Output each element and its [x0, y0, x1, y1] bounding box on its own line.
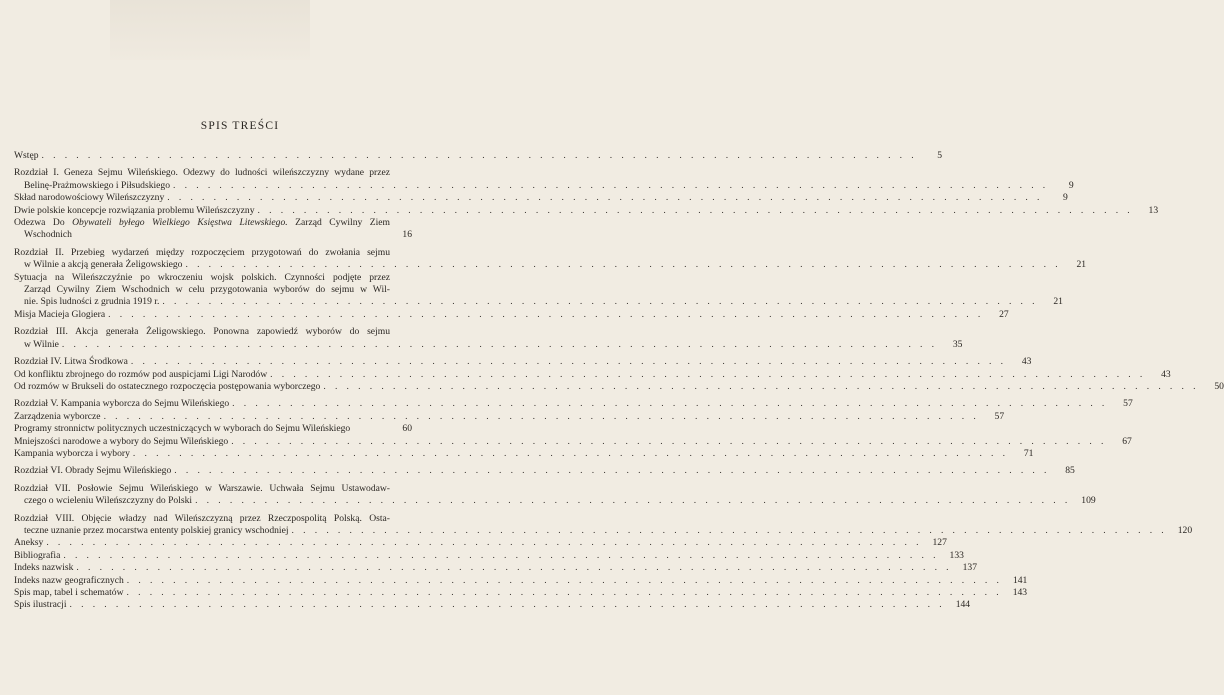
entry-title: Bibliografia	[14, 549, 61, 561]
page-number: 9	[1063, 192, 1068, 204]
toc-entry-chapter-6	[14, 465, 1075, 477]
page-number: 16	[402, 229, 412, 241]
page-number: 27	[999, 308, 1009, 320]
dot-leader: . . . . . . . . . . . . . . . . . . . . . . . . . . . . . . . . . . . . . . . . . . . . . . . . . . . . . . . . . . . . . . . . . . . . . . . . . . . .	[130, 356, 1007, 368]
entry-title: Spis ilustracji	[14, 599, 67, 611]
entry-title: Dwie polskie koncepcje rozwiązania problemu Wileńszczyzny	[14, 204, 255, 216]
entry-title-line: Rozdział I. Geneza Sejmu Wileńskiego. Odezwy do ludności wileńszczyzny wydane przez	[14, 167, 390, 179]
entry-title-line: Rozdział III. Akcja generała Żeligowskiego. Ponowna zapowiedź wyborów do sejmu	[14, 326, 390, 338]
entry-title: Skład narodowościowy Wileńszczyzny	[14, 192, 165, 204]
entry-title: Wstęp	[14, 150, 39, 161]
entry-title-line: w Wilnie a akcją generała Żeligowskiego	[24, 259, 183, 271]
entry-title: Rozdział V. Kampania wyborcza do Sejmu Wileńskiego	[14, 398, 230, 410]
toc-entry-bibliografia	[14, 549, 964, 562]
toc-entry-zarzadzenia	[14, 410, 1005, 423]
italic-title: Obywateli byłego Wielkiego Księstwa Litewskiego.	[72, 217, 288, 229]
toc-entry-sytuacja	[14, 271, 1063, 309]
toc-entry-kampania	[14, 447, 1034, 460]
toc-entry-dwie	[14, 204, 1159, 217]
dot-leader: . . . . . . . . . . . . . . . . . . . . . . . . . . . . . . . . . . . . . . . . . . . . . . . . . . . . . . . . . . . . . . . . . . . . . . . . . . . .	[291, 524, 1168, 536]
page-number: 109	[1081, 495, 1096, 507]
toc-entry-aneksy	[14, 537, 947, 549]
page-number: 143	[1012, 587, 1028, 598]
page-number: 144	[955, 599, 971, 611]
entry-title: Aneksy	[14, 537, 44, 549]
dot-leader: . . . . . . . . . . . . . . . . . . . . . . . . . . . . . . . . . . . . . . . . . . . . . . . . . . . . . . . . . . . . . . . . . . . . . . . . . . . .	[61, 338, 938, 350]
entry-title: Mniejszości narodowe a wybory do Sejmu Wileńskiego	[14, 435, 229, 447]
dot-leader: . . . . . . . . . . . . . . . . . . . . . . . . . . . . . . . . . . . . . . . . . . . . . . . . . . . . . . . . . . . . . . . . . . . . . . . . . . . .	[132, 447, 1009, 459]
dot-leader: . . . . . . . . . . . . . . . . . . . . . . . . . . . . . . . . . . . . . . . . . . . . . . . . . . . . . . . . . . . . . . . . . . . . . . . . . . . .	[231, 435, 1107, 447]
page-number: 60	[402, 423, 412, 435]
table-of-contents	[14, 150, 1224, 612]
entry-title: Indeks nazw geograficznych	[14, 574, 124, 586]
dot-leader: . . . . . . . . . . . . . . . . . . . . . . . . . . . . . . . . . . . . . . . . . . . . . . . . . . . . . . . . . . . . . . . . . . . . . . . . . . . .	[174, 465, 1050, 477]
entry-title: Rozdział IV. Litwa Środkowa	[14, 356, 128, 368]
page-number: 133	[949, 549, 964, 561]
toc-entry-mniejszosci	[14, 435, 1132, 448]
dot-leader: . . . . . . . . . . . . . . . . . . . . . . . . . . . . . . . . . . . . . . . . . . . . . . . . . . . . . . . . . . . . . . . . . . . . . . . . . . . .	[167, 192, 1043, 204]
dot-leader: . . . . . . . . . . . . . . . . . . . . . . . . . . . . . . . . . . . . . . . . . . . . . . . . . . . . . . . . . . . . . . . . . . . . . . . . . . . .	[195, 495, 1071, 507]
entry-title: Od rozmów w Brukseli do ostatecznego rozpoczęcia postępowania wyborczego	[14, 380, 321, 392]
toc-entry-indeks-geograficzny	[14, 574, 1028, 587]
toc-entry-chapter-7	[14, 482, 1096, 508]
page-number: 127	[932, 537, 947, 549]
entry-title: Od konfliktu zbrojnego do rozmów pod auspicjami Ligi Narodów	[14, 368, 268, 380]
dot-leader: . . . . . . . . . . . . . . . . . . . . . . . . . . . . . . . . . . . . . . . . . . . . . . . . . . . . . . . . . . . . . . . . . . . . . . . . . . . .	[162, 296, 1038, 308]
page-number: 50	[1214, 380, 1224, 392]
dot-leader: . . . . . . . . . . . . . . . . . . . . . . . . . . . . . . . . . . . . . . . . . . . . . . . . . . . . . . . . . . . . . . . . . . . . . . . . . . . .	[270, 368, 1146, 380]
entry-title: Zarządzenia wyborcze	[14, 410, 101, 422]
dot-leader: . . . . . . . . . . . . . . . . . . . . . . . . . . . . . . . . . . . . . . . . . . . . . . . . . . . . . . . . . . . . . . . . . . . . . . . . . . . .	[46, 537, 922, 549]
toc-entry-sklad	[14, 192, 1068, 204]
page-number: 5	[937, 150, 943, 161]
toc-entry-chapter-8	[14, 512, 1193, 538]
entry-title-line: w Wilnie	[24, 338, 59, 350]
toc-entry-wstep	[14, 150, 943, 162]
dot-leader: . . . . . . . . . . . . . . . . . . . . . . . . . . . . . . . . . . . . . . . . . . . . . . . . . . . . . . . . . . . . . . . . . . . . . . . . . . . .	[41, 150, 918, 161]
dot-leader: . . . . . . . . . . . . . . . . . . . . . . . . . . . . . . . . . . . . . . . . . . . . . . . . . . . . . . . . . . . . . . . . . . . . . . . . . . . .	[173, 179, 1049, 191]
toc-entry-chapter-5	[14, 398, 1133, 410]
dot-leader: . . . . . . . . . . . . . . . . . . . . . . . . . . . . . . . . . . . . . . . . . . . . . . . . . . . . . . . . . . . . . . . . . . . . . . . . . . . .	[232, 398, 1108, 410]
entry-title: Misja Macieja Glogiera	[14, 308, 106, 320]
toc-entry-misja	[14, 308, 1009, 321]
entry-title-line: teczne uznanie przez mocarstwa ententy polskiej granicy wschodniej	[24, 524, 289, 536]
page-number: 43	[1161, 368, 1171, 380]
page-number: 13	[1148, 204, 1159, 216]
page-number: 43	[1021, 356, 1032, 368]
page-number: 21	[1053, 296, 1063, 308]
page-number: 67	[1122, 435, 1132, 447]
dot-leader: . . . . . . . . . . . . . . . . . . . . . . . . . . . . . . . . . . . . . . . . . . . . . . . . . . . . . . . . . . . . . . . . . . . . . . . . . . . .	[185, 259, 1062, 271]
toc-entry-chapter-3	[14, 326, 963, 351]
page-number: 137	[962, 562, 977, 574]
entry-title: Programy stronnictw politycznych uczestniczących w wyborach do Sejmu Wileńskiego	[14, 423, 351, 435]
page-number: 57	[994, 410, 1005, 422]
entry-title: Kampania wyborcza i wybory	[14, 447, 130, 459]
entry-title-line: Wschodnich	[24, 229, 72, 241]
entry-title-line: Rozdział VIII. Objęcie władzy nad Wileńszczyzną przez Rzeczpospolitą Polską. Osta-	[14, 512, 390, 524]
toc-entry-rozmowy	[14, 380, 1224, 393]
page-number: 35	[952, 338, 963, 350]
entry-title-line: Sytuacja na Wileńszczyźnie po wkroczeniu wojsk polskich. Czynności podjęte przez	[14, 271, 390, 283]
page-number: 9	[1068, 179, 1074, 191]
dot-leader: . . . . . . . . . . . . . . . . . . . . . . . . . . . . . . . . . . . . . . . . . . . . . . . . . . . . . . . . . . . . . . . . . . . . . . . . . . . .	[69, 599, 946, 611]
dot-leader: . . . . . . . . . . . . . . . . . . . . . . . . . . . . . . . . . . . . . . . . . . . . . . . . . . . . . . . . . . . . . . . . . . . . . . . . . . . .	[257, 204, 1134, 216]
toc-entry-konflikt	[14, 368, 1171, 381]
toc-entry-spis-ilustracji	[14, 599, 971, 611]
page-number: 21	[1076, 259, 1087, 271]
toc-entry-spis-map	[14, 587, 1028, 599]
entry-title-line: Rozdział VII. Posłowie Sejmu Wileńskiego w Warszawie. Uchwała Sejmu Ustawodaw-	[14, 482, 390, 494]
toc-entry-indeks-nazwisk	[14, 562, 977, 574]
page-number: 120	[1177, 524, 1193, 536]
entry-title-line: Zarząd Cywilny Ziem Wschodnich w celu przygotowania wyborów do sejmu w Wil-	[24, 284, 390, 296]
entry-title: Spis map, tabel i schematów	[14, 587, 124, 598]
toc-entry-chapter-2	[14, 246, 1087, 272]
page-number: 141	[1012, 574, 1028, 586]
toc-entry-programy	[14, 423, 412, 435]
entry-title-line: Belinę-Prażmowskiego i Piłsudskiego	[24, 179, 171, 191]
entry-title-line: Rozdział II. Przebieg wydarzeń między rozpoczęciem przygotowań do zwołania sejmu	[14, 246, 390, 258]
entry-title: Rozdział VI. Obrady Sejmu Wileńskiego	[14, 465, 172, 477]
page-number: 85	[1065, 465, 1075, 477]
entry-title: Indeks nazwisk	[14, 562, 74, 574]
dot-leader: . . . . . . . . . . . . . . . . . . . . . . . . . . . . . . . . . . . . . . . . . . . . . . . . . . . . . . . . . . . . . . . . . . . . . . . . . . . .	[126, 574, 1003, 586]
dot-leader: . . . . . . . . . . . . . . . . . . . . . . . . . . . . . . . . . . . . . . . . . . . . . . . . . . . . . . . . . . . . . . . . . . . . . . . . . . . .	[103, 410, 980, 422]
dot-leader: . . . . . . . . . . . . . . . . . . . . . . . . . . . . . . . . . . . . . . . . . . . . . . . . . . . . . . . . . . . . . . . . . . . . . . . . . . . .	[126, 587, 1003, 598]
entry-title-line: czego o wcieleniu Wileńszczyzny do Polski	[24, 495, 193, 507]
entry-title-line: Odezwa Do Obywateli byłego Wielkiego Księstwa Litewskiego. Zarząd Cywilny Ziem	[14, 217, 391, 229]
dot-leader: . . . . . . . . . . . . . . . . . . . . . . . . . . . . . . . . . . . . . . . . . . . . . . . . . . . . . . . . . . . . . . . . . . . . . . . . . . . .	[76, 562, 952, 574]
toc-entry-chapter-4	[14, 356, 1032, 368]
entry-title-line: nie. Spis ludności z grudnia 1919 r.	[24, 296, 160, 308]
dot-leader: . . . . . . . . . . . . . . . . . . . . . . . . . . . . . . . . . . . . . . . . . . . . . . . . . . . . . . . . . . . . . . . . . . . . . . . . . . . .	[323, 380, 1199, 392]
dot-leader: . . . . . . . . . . . . . . . . . . . . . . . . . . . . . . . . . . . . . . . . . . . . . . . . . . . . . . . . . . . . . . . . . . . . . . . . . . . .	[108, 308, 984, 320]
page-number: 71	[1023, 447, 1034, 459]
dot-leader: . . . . . . . . . . . . . . . . . . . . . . . . . . . . . . . . . . . . . . . . . . . . . . . . . . . . . . . . . . . . . . . . . . . . . . . . . . . .	[63, 549, 939, 561]
toc-entry-odezwa	[14, 217, 412, 242]
toc-entry-chapter-1	[14, 167, 1074, 192]
page-number: 57	[1123, 398, 1133, 410]
page-title: SPIS TREŚCI	[200, 120, 280, 132]
